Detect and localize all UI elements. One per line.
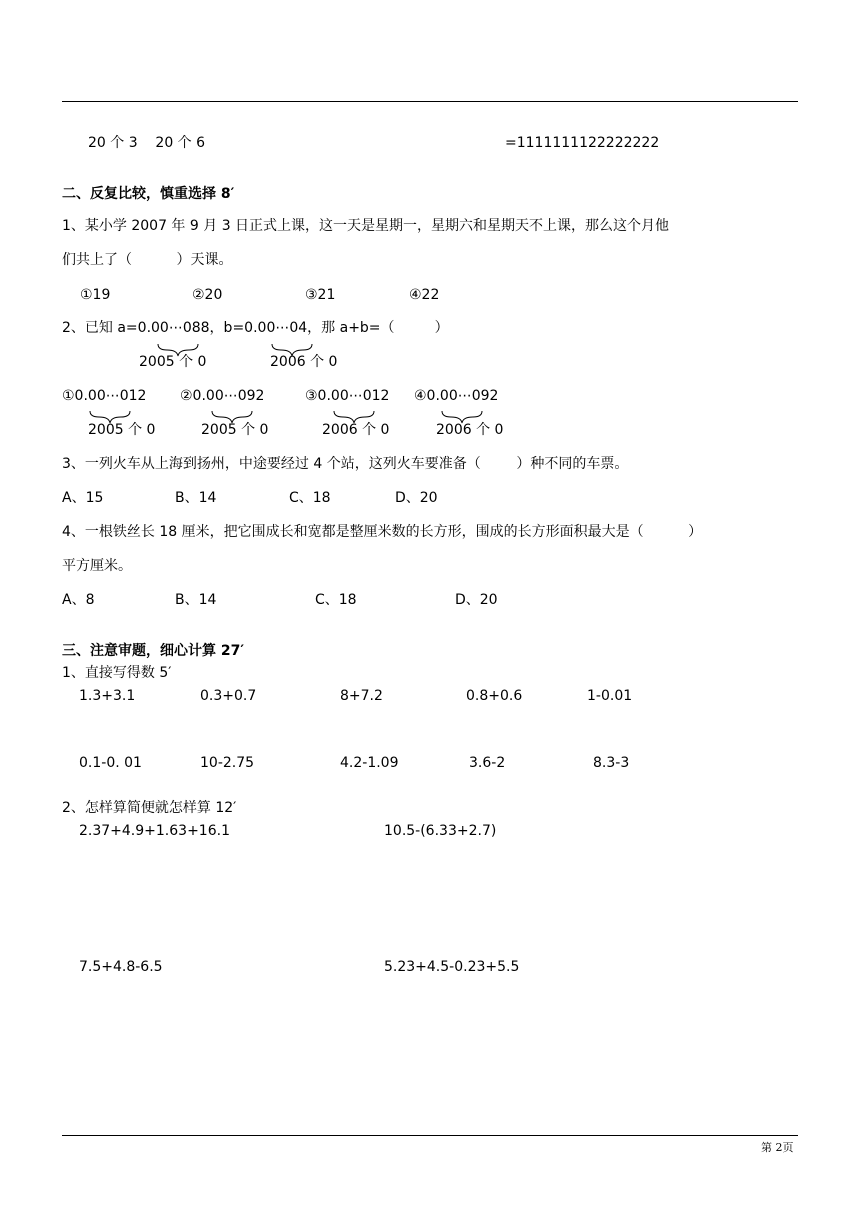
expr-r1-4: 0.8+0.6 bbox=[466, 688, 523, 704]
q2-label-a: 2005 个 0 bbox=[139, 354, 207, 370]
q2-text: 2、已知 a=0.00⋯088，b=0.00⋯04，那 a+b=（ ） bbox=[62, 320, 449, 336]
q3-option-c: C、18 bbox=[289, 490, 331, 506]
q2-option-3-label: 2006 个 0 bbox=[322, 422, 390, 438]
q2-option-2: ②0.00⋯092 bbox=[180, 388, 265, 404]
carry-over-left: 20 个 3 20 个 6 bbox=[88, 135, 206, 151]
expr-r1-3: 8+7.2 bbox=[340, 688, 383, 704]
q2-label-b: 2006 个 0 bbox=[270, 354, 338, 370]
page-number: 第 2页 bbox=[761, 1141, 794, 1154]
part-1-heading: 1、直接写得数 5′ bbox=[62, 665, 172, 681]
q2-option-1-label: 2005 个 0 bbox=[88, 422, 156, 438]
expr-r2-1: 0.1-0. 01 bbox=[79, 755, 142, 771]
expr-r2-3: 4.2-1.09 bbox=[340, 755, 399, 771]
q4-option-d: D、20 bbox=[455, 592, 498, 608]
header-rule bbox=[62, 101, 798, 102]
section-2-title: 二、反复比较，慎重选择 8′ bbox=[62, 186, 235, 202]
q2-option-3: ③0.00⋯012 bbox=[305, 388, 390, 404]
q4-option-b: B、14 bbox=[175, 592, 217, 608]
expr-r2-4: 3.6-2 bbox=[469, 755, 506, 771]
q1-option-4: ④22 bbox=[409, 287, 440, 303]
expr-r1-2: 0.3+0.7 bbox=[200, 688, 257, 704]
q4-option-a: A、8 bbox=[62, 592, 95, 608]
q1-option-3: ③21 bbox=[305, 287, 336, 303]
carry-over-right: =1111111122222222 bbox=[505, 135, 660, 151]
q4-line2: 平方厘米。 bbox=[62, 558, 132, 574]
q2-option-4: ④0.00⋯092 bbox=[414, 388, 499, 404]
expr-r1-1: 1.3+3.1 bbox=[79, 688, 136, 704]
q3-text: 3、一列火车从上海到扬州，中途要经过 4 个站，这列火车要准备（ ）种不同的车票。 bbox=[62, 456, 629, 472]
q4-option-c: C、18 bbox=[315, 592, 357, 608]
expr-r1-5: 1-0.01 bbox=[587, 688, 633, 704]
section-3-title: 三、注意审题，细心计算 27′ bbox=[62, 643, 245, 659]
q1-option-1: ①19 bbox=[80, 287, 111, 303]
expr-r2-2: 10-2.75 bbox=[200, 755, 255, 771]
q1-line1: 1、某小学 2007 年 9 月 3 日正式上课，这一天是星期一，星期六和星期天不上课，那么这个月他 bbox=[62, 218, 670, 234]
part-2-heading: 2、怎样算简便就怎样算 12′ bbox=[62, 800, 237, 816]
q2-option-2-label: 2005 个 0 bbox=[201, 422, 269, 438]
q3-option-b: B、14 bbox=[175, 490, 217, 506]
calc-2: 10.5-(6.33+2.7) bbox=[384, 823, 497, 839]
footer-rule bbox=[62, 1135, 798, 1136]
q2-option-4-label: 2006 个 0 bbox=[436, 422, 504, 438]
calc-1: 2.37+4.9+1.63+16.1 bbox=[79, 823, 230, 839]
q2-option-1: ①0.00⋯012 bbox=[62, 388, 147, 404]
q4-line1: 4、一根铁丝长 18 厘米，把它围成长和宽都是整厘米数的长方形，围成的长方形面积最大是（ ） bbox=[62, 524, 703, 540]
q1-option-2: ②20 bbox=[192, 287, 223, 303]
expr-r2-5: 8.3-3 bbox=[593, 755, 630, 771]
calc-3: 7.5+4.8-6.5 bbox=[79, 959, 163, 975]
q3-option-a: A、15 bbox=[62, 490, 104, 506]
q3-option-d: D、20 bbox=[395, 490, 438, 506]
q1-line2: 们共上了（ ）天课。 bbox=[62, 252, 233, 268]
calc-4: 5.23+4.5-0.23+5.5 bbox=[384, 959, 520, 975]
